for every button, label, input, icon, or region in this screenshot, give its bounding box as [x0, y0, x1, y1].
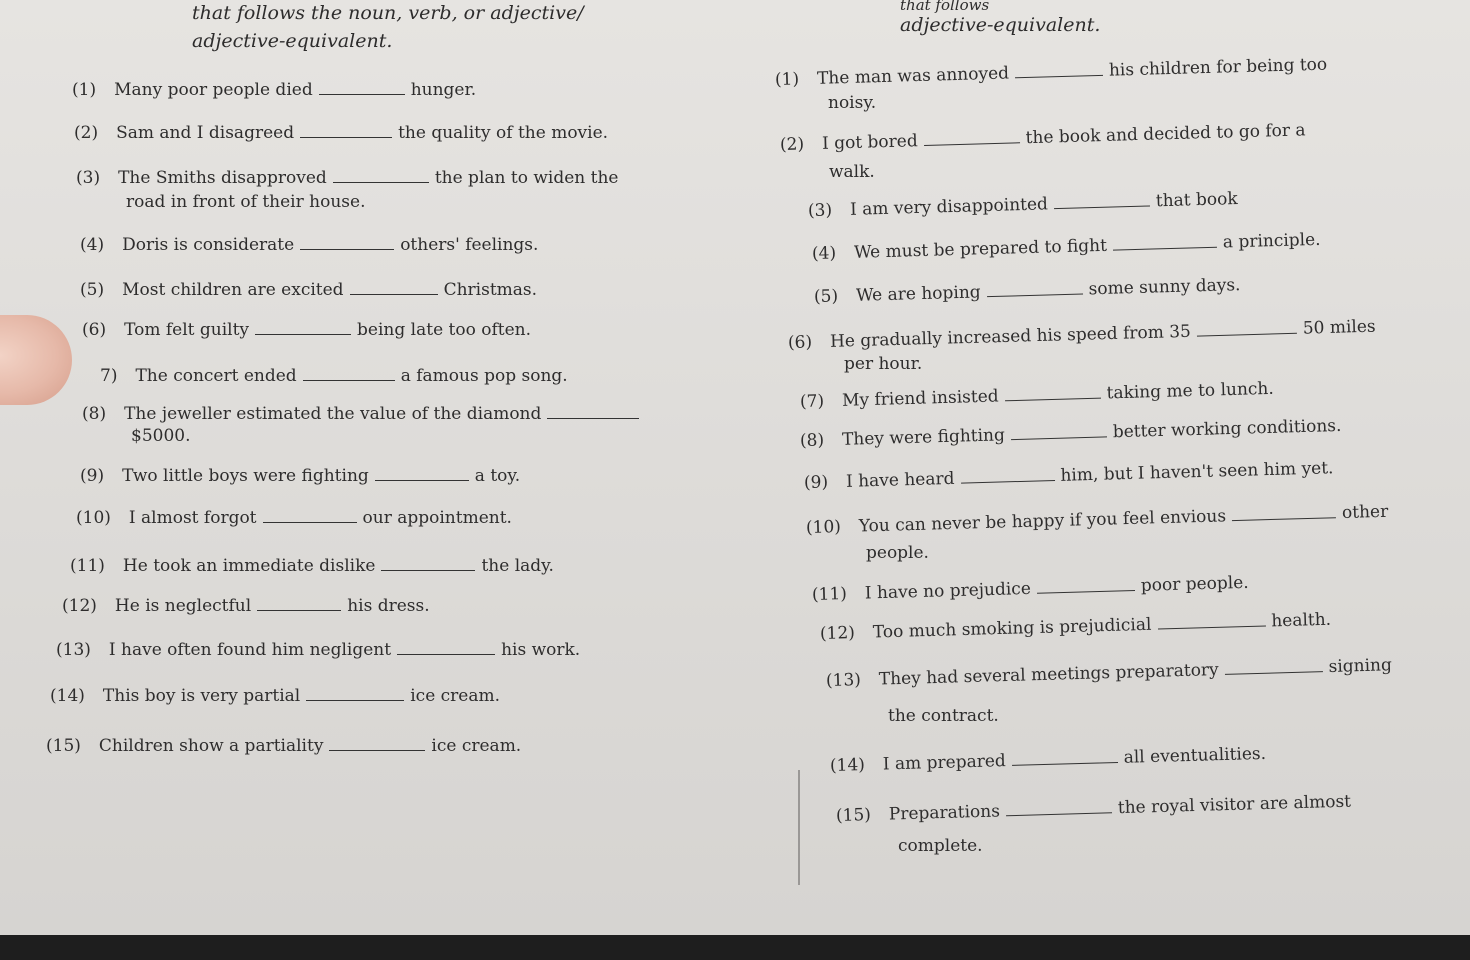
answer-blank[interactable]	[987, 292, 1083, 297]
left-exercise-item	[76, 508, 512, 528]
item-number: (7)	[799, 391, 825, 412]
answer-blank[interactable]	[1006, 811, 1112, 816]
item-text-before: We are hoping	[855, 282, 981, 306]
item-text-after: signing	[1328, 655, 1393, 677]
item-text-after: being late too often.	[357, 320, 532, 340]
item-number: (12)	[62, 596, 97, 616]
item-number: (14)	[50, 686, 85, 706]
item-number: (6)	[787, 332, 813, 353]
item-text-after: hunger.	[410, 80, 477, 100]
item-number: (10)	[76, 508, 111, 528]
item-text-before: I got bored	[821, 131, 918, 154]
answer-blank[interactable]	[1005, 397, 1101, 402]
item-text-after: the royal visitor are almost	[1117, 791, 1352, 819]
answer-blank[interactable]	[1012, 761, 1118, 766]
left-exercise-item	[62, 596, 430, 616]
item-number: (1)	[774, 69, 800, 90]
answer-blank[interactable]	[1157, 625, 1265, 630]
answer-blank[interactable]	[255, 333, 351, 335]
answer-blank[interactable]	[300, 248, 394, 250]
left-heading-line-2: adjective-equivalent.	[192, 30, 393, 52]
item-text-after: other	[1341, 501, 1389, 524]
item-text-after: taking me to lunch.	[1106, 378, 1275, 404]
item-text-before: They had several meetings preparatory	[878, 660, 1219, 690]
answer-blank[interactable]	[1054, 204, 1150, 209]
item-number: (3)	[76, 168, 101, 188]
answer-blank[interactable]	[306, 699, 404, 701]
item-number: (13)	[825, 670, 862, 691]
item-continuation: walk.	[829, 162, 875, 182]
item-continuation: road in front of their house.	[126, 192, 366, 212]
item-number: (15)	[46, 736, 81, 756]
item-text-before: The Smiths disapproved	[118, 168, 327, 188]
answer-blank[interactable]	[300, 136, 392, 138]
item-text-before: They were fighting	[841, 425, 1006, 450]
answer-blank[interactable]	[1197, 332, 1297, 337]
answer-blank[interactable]	[381, 569, 475, 571]
item-text-before: Sam and I disagreed	[116, 123, 295, 143]
answer-blank[interactable]	[1037, 589, 1135, 594]
item-continuation: people.	[866, 543, 929, 563]
item-text-before: Many poor people died	[114, 80, 313, 100]
item-text-before: I have heard	[845, 468, 955, 492]
left-heading-line-1: that follows the noun, verb, or adjective/	[192, 2, 584, 24]
item-continuation: $5000.	[131, 426, 191, 446]
item-text-before: My friend insisted	[841, 386, 999, 411]
item-number: (6)	[82, 320, 107, 340]
left-exercise-item	[50, 686, 500, 706]
item-number: 7)	[100, 366, 118, 386]
item-text-before: He took an immediate dislike	[122, 556, 376, 576]
item-text-before: You can never be happy if you feel envious	[858, 506, 1227, 537]
right-heading-line-2: adjective-equivalent.	[900, 14, 1101, 36]
item-number: (12)	[819, 623, 856, 644]
left-exercise-item	[80, 235, 538, 255]
item-text-after: that book	[1155, 189, 1238, 212]
answer-blank[interactable]	[547, 417, 639, 419]
item-number: (11)	[70, 556, 105, 576]
left-exercise-item	[82, 404, 645, 424]
item-text-before: Most children are excited	[122, 280, 344, 300]
item-text-after: all eventualities.	[1123, 743, 1267, 768]
left-exercise-item	[100, 366, 568, 386]
answer-blank[interactable]	[924, 141, 1020, 146]
answer-blank[interactable]	[1015, 74, 1103, 78]
left-exercise-item	[80, 466, 520, 486]
item-number: (14)	[829, 755, 866, 776]
item-text-after: his dress.	[347, 596, 430, 616]
item-text-before: Doris is considerate	[122, 235, 295, 255]
answer-blank[interactable]	[961, 479, 1055, 484]
item-continuation: the contract.	[888, 706, 999, 726]
item-text-after: the quality of the movie.	[398, 123, 609, 143]
answer-blank[interactable]	[350, 293, 438, 295]
item-text-after: health.	[1271, 609, 1332, 632]
item-text-after: Christmas.	[443, 280, 538, 300]
item-number: (4)	[80, 235, 105, 255]
item-text-before: Two little boys were fighting	[122, 466, 369, 486]
item-text-after: poor people.	[1140, 572, 1249, 596]
bottom-edge	[0, 935, 1470, 960]
answer-blank[interactable]	[333, 181, 429, 183]
left-exercise-item	[82, 320, 531, 340]
answer-blank[interactable]	[397, 653, 495, 655]
item-text-before: Preparations	[888, 801, 1001, 825]
item-text-after: others' feelings.	[400, 235, 539, 255]
item-text-before: Children show a partiality	[98, 736, 324, 756]
answer-blank[interactable]	[329, 749, 425, 751]
left-exercise-item	[70, 556, 554, 576]
item-text-before: I am prepared	[882, 751, 1007, 775]
item-number: (13)	[56, 640, 91, 660]
item-text-after: the book and decided to go for a	[1025, 120, 1306, 149]
left-exercise-item	[76, 168, 618, 188]
item-text-before: Tom felt guilty	[124, 320, 250, 340]
item-text-before: The concert ended	[135, 366, 297, 386]
item-text-after: ice cream.	[431, 736, 522, 756]
left-exercise-item	[74, 123, 608, 143]
item-text-before: The man was annoyed	[816, 63, 1010, 89]
item-text-before: We must be prepared to fight	[853, 235, 1108, 263]
item-continuation: noisy.	[828, 93, 877, 113]
answer-blank[interactable]	[257, 609, 341, 611]
item-number: (5)	[813, 286, 839, 307]
answer-blank[interactable]	[1011, 435, 1107, 440]
item-continuation: complete.	[898, 836, 983, 856]
item-continuation: per hour.	[844, 354, 923, 374]
answer-blank[interactable]	[375, 479, 469, 481]
left-exercise-item	[56, 640, 580, 660]
column-divider	[798, 770, 800, 885]
left-exercise-item	[80, 280, 537, 300]
item-number: (1)	[72, 80, 97, 100]
item-text-before: This boy is very partial	[102, 686, 301, 706]
item-text-before: The jeweller estimated the value of the diamond	[124, 404, 542, 424]
item-text-before: He gradually increased his speed from 35	[829, 321, 1192, 352]
item-number: (11)	[811, 584, 848, 605]
answer-blank[interactable]	[1225, 670, 1323, 675]
left-exercise-item	[46, 736, 521, 756]
item-number: (4)	[811, 243, 837, 264]
item-text-after: a principle.	[1222, 229, 1321, 253]
item-text-after: him, but I haven't seen him yet.	[1060, 458, 1334, 486]
item-number: (8)	[82, 404, 107, 424]
item-number: (5)	[80, 280, 105, 300]
item-text-before: Too much smoking is prejudicial	[872, 614, 1152, 643]
item-text-after: better working conditions.	[1112, 415, 1342, 443]
answer-blank[interactable]	[303, 379, 395, 381]
answer-blank[interactable]	[1232, 516, 1336, 521]
answer-blank[interactable]	[319, 93, 405, 95]
item-text-after: a toy.	[474, 466, 521, 486]
item-text-after: some sunny days.	[1088, 275, 1241, 300]
left-exercise-item	[72, 80, 476, 100]
item-text-before: He is neglectful	[114, 596, 252, 616]
item-text-after: his work.	[501, 640, 581, 660]
item-number: (2)	[74, 123, 99, 143]
item-text-before: I have often found him negligent	[108, 640, 392, 660]
item-text-before: I have no prejudice	[864, 578, 1032, 604]
item-text-after: the lady.	[481, 556, 554, 576]
item-text-after: his children for being too	[1108, 54, 1328, 81]
item-text-after: a famous pop song.	[400, 366, 568, 386]
item-text-after: our appointment.	[362, 508, 512, 528]
item-number: (3)	[807, 200, 833, 221]
item-text-before: I almost forgot	[128, 508, 257, 528]
right-heading-line-1: that follows	[900, 0, 990, 14]
item-text-before: I am very disappointed	[849, 194, 1049, 220]
item-number: (9)	[803, 472, 829, 493]
item-number: (10)	[805, 517, 842, 538]
item-text-after: 50 miles	[1302, 316, 1376, 339]
answer-blank[interactable]	[1113, 246, 1217, 251]
item-number: (9)	[80, 466, 105, 486]
item-text-after: ice cream.	[410, 686, 501, 706]
item-number: (15)	[835, 805, 872, 826]
item-text-after: the plan to widen the	[434, 168, 619, 188]
item-number: (2)	[779, 134, 805, 155]
item-number: (8)	[799, 430, 825, 451]
answer-blank[interactable]	[263, 521, 357, 523]
